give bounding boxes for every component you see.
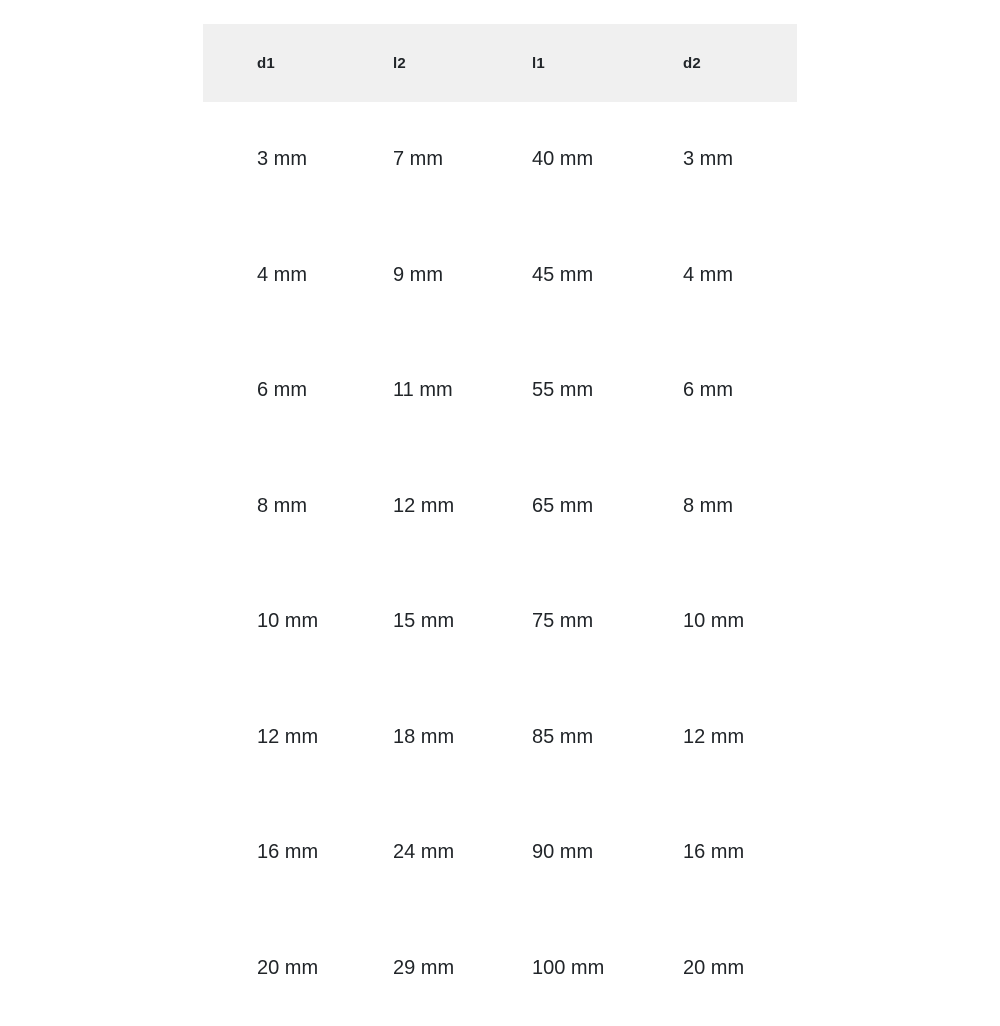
table-cell-l1: 100 mm: [478, 957, 629, 980]
table-cell-d1: 20 mm: [203, 957, 339, 980]
table-row: [203, 564, 797, 680]
table-cell-l2: 7 mm: [339, 148, 478, 171]
table-cell-l1: 85 mm: [478, 726, 629, 749]
table-cell-l2: 11 mm: [339, 379, 478, 402]
dimensions-spec-table: [203, 24, 797, 1026]
table-cell-l2: 15 mm: [339, 610, 478, 633]
table-cell-d1: 3 mm: [203, 148, 339, 171]
table-row: [203, 911, 797, 1026]
table-cell-l1: 75 mm: [478, 610, 629, 633]
table-cell-d2: 3 mm: [629, 148, 797, 171]
table-row: [203, 680, 797, 796]
table-cell-l1: 90 mm: [478, 841, 629, 864]
table-cell-l1: 45 mm: [478, 264, 629, 287]
table-row: [203, 102, 797, 218]
table-row: [203, 795, 797, 911]
table-cell-l2: 24 mm: [339, 841, 478, 864]
header-cell-d1: d1: [203, 55, 339, 72]
table-cell-d1: 10 mm: [203, 610, 339, 633]
table-cell-l1: 55 mm: [478, 379, 629, 402]
table-cell-d2: 20 mm: [629, 957, 797, 980]
table-cell-d1: 12 mm: [203, 726, 339, 749]
table-row: [203, 449, 797, 565]
table-cell-l1: 40 mm: [478, 148, 629, 171]
table-cell-d2: 12 mm: [629, 726, 797, 749]
header-cell-l2: l2: [339, 55, 478, 72]
table-cell-d1: 8 mm: [203, 495, 339, 518]
table-cell-l2: 9 mm: [339, 264, 478, 287]
table-cell-d2: 4 mm: [629, 264, 797, 287]
table-header-row: [203, 24, 797, 102]
header-cell-l1: l1: [478, 55, 629, 72]
table-row: [203, 218, 797, 334]
table-cell-d2: 16 mm: [629, 841, 797, 864]
table-row: [203, 333, 797, 449]
header-cell-d2: d2: [629, 55, 797, 72]
table-cell-d1: 4 mm: [203, 264, 339, 287]
table-cell-d2: 6 mm: [629, 379, 797, 402]
table-cell-d1: 6 mm: [203, 379, 339, 402]
table-cell-l2: 18 mm: [339, 726, 478, 749]
table-cell-l2: 29 mm: [339, 957, 478, 980]
table-cell-d2: 8 mm: [629, 495, 797, 518]
table-cell-l2: 12 mm: [339, 495, 478, 518]
table-cell-l1: 65 mm: [478, 495, 629, 518]
table-cell-d2: 10 mm: [629, 610, 797, 633]
table-cell-d1: 16 mm: [203, 841, 339, 864]
